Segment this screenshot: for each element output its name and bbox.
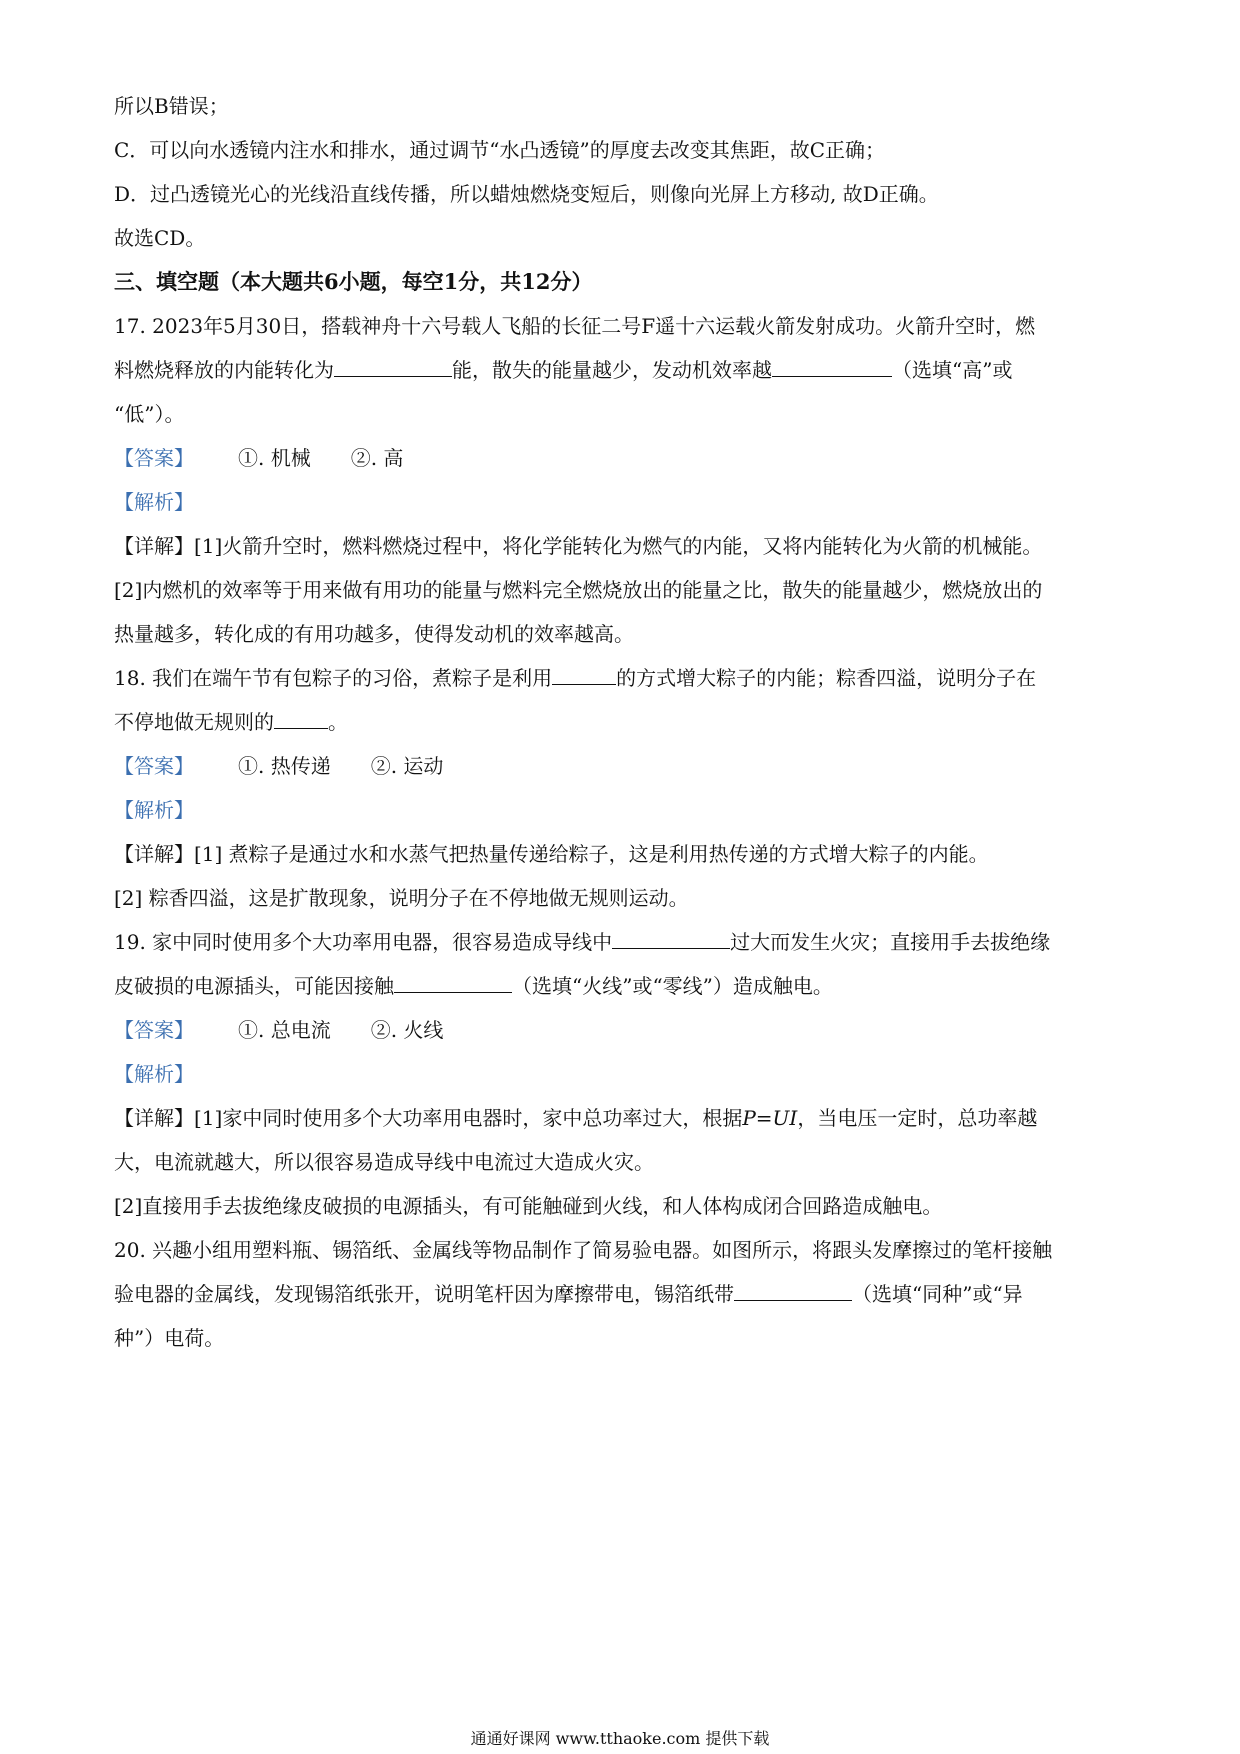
detail-line: 【详解】[1]火箭升空时，燃料燃烧过程中，将化学能转化为燃气的内能，又将内能转化为火箭的机械能。	[114, 534, 1043, 558]
question-18-line-2	[114, 708, 348, 736]
fill-blank	[772, 356, 892, 377]
detail-line: [2]直接用手去拔绝缘皮破损的电源插头，有可能触碰到火线，和人体构成闭合回路造成触电。	[114, 1194, 943, 1218]
text-fragment: 皮破损的电源插头，可能因接触	[114, 974, 394, 998]
question-18-line-1	[114, 664, 1036, 692]
answer-item: ①. 热传递	[238, 754, 331, 778]
question-20-line-3: 种”）电荷。	[114, 1326, 225, 1350]
analysis-label: 【解析】	[114, 490, 194, 514]
text-fragment: （选填“同种”或“异	[852, 1282, 1023, 1306]
text-fragment: 18. 我们在端午节有包粽子的习俗，煮粽子是利用	[114, 666, 553, 690]
analysis-label: 【解析】	[114, 798, 194, 822]
text-line: 故选CD。	[114, 226, 206, 250]
text-fragment: 。	[328, 710, 348, 734]
text-fragment: 的方式增大粽子的内能；粽香四溢，说明分子在	[616, 666, 1037, 690]
text-fragment: 19. 家中同时使用多个大功率用电器，很容易造成导线中	[114, 930, 613, 954]
formula: P=UI	[742, 1106, 798, 1130]
detail-line: 大，电流就越大，所以很容易造成导线中电流过大造成火灾。	[114, 1150, 654, 1174]
text-fragment: 【详解】[1]家中同时使用多个大功率用电器时，家中总功率过大，根据	[114, 1106, 743, 1130]
detail-line: 热量越多，转化成的有用功越多，使得发动机的效率越高。	[114, 622, 634, 646]
answer-item: ②. 火线	[370, 1018, 444, 1042]
fill-blank	[552, 664, 616, 685]
fill-blank	[734, 1280, 852, 1301]
answer-label: 【答案】	[114, 1018, 194, 1042]
section-title: 三、填空题（本大题共6小题，每空1分，共12分）	[114, 269, 593, 294]
text-fragment: （选填“火线”或“零线”）造成触电。	[512, 974, 833, 998]
question-17-line-2	[114, 356, 1012, 384]
answer-label: 【答案】	[114, 754, 194, 778]
detail-line: 【详解】[1] 煮粽子是通过水和水蒸气把热量传递给粽子，这是利用热传递的方式增大粽子的内能。	[114, 842, 989, 866]
text-fragment: ，当电压一定时，总功率越	[797, 1106, 1038, 1130]
text-line: 所以B错误；	[114, 94, 229, 118]
text-fragment: 验电器的金属线，发现锡箔纸张开，说明笔杆因为摩擦带电，锡箔纸带	[114, 1282, 734, 1306]
text-fragment: 料燃烧释放的内能转化为	[114, 358, 334, 382]
detail-line	[114, 1104, 1037, 1132]
answer-row	[114, 752, 443, 780]
detail-line: [2] 粽香四溢，这是扩散现象，说明分子在不停地做无规则运动。	[114, 886, 689, 910]
answer-item: ②. 高	[350, 446, 404, 470]
text-fragment: 能，散失的能量越少，发动机效率越	[452, 358, 772, 382]
answer-row	[114, 1016, 443, 1044]
page-footer: 通通好课网 www.tthaoke.com 提供下载	[470, 1729, 770, 1748]
question-19-line-1	[114, 928, 1050, 956]
answer-item: ①. 机械	[238, 446, 311, 470]
question-19-line-2	[114, 972, 833, 1000]
text-fragment: 不停地做无规则的	[114, 710, 274, 734]
answer-label: 【答案】	[114, 446, 194, 470]
text-fragment: 过大而发生火灾；直接用手去拔绝缘	[730, 930, 1051, 954]
text-line: D．过凸透镜光心的光线沿直线传播，所以蜡烛燃烧变短后，则像向光屏上方移动, 故D正确。	[114, 182, 939, 206]
question-17-line-1: 17. 2023年5月30日，搭载神舟十六号载人飞船的长征二号F遥十六运载火箭发射成功。火箭升空时，燃	[114, 314, 1036, 338]
fill-blank	[394, 972, 512, 993]
detail-line: [2]内燃机的效率等于用来做有用功的能量与燃料完全燃烧放出的能量之比，散失的能量越少，燃烧放出的	[114, 578, 1043, 602]
text-fragment: （选填“高”或	[892, 358, 1013, 382]
question-20-line-1: 20. 兴趣小组用塑料瓶、锡箔纸、金属线等物品制作了简易验电器。如图所示，将跟头发摩擦过的笔杆接触	[114, 1238, 1053, 1262]
fill-blank	[334, 356, 452, 377]
fill-blank	[612, 928, 730, 949]
question-17-line-3: “低”）。	[114, 402, 185, 426]
analysis-label: 【解析】	[114, 1062, 194, 1086]
answer-row	[114, 444, 403, 472]
text-line: C．可以向水透镜内注水和排水，通过调节“水凸透镜”的厚度去改变其焦距，故C正确；	[114, 138, 886, 162]
answer-item: ②. 运动	[370, 754, 444, 778]
question-20-line-2	[114, 1280, 1023, 1308]
fill-blank	[274, 708, 328, 729]
answer-item: ①. 总电流	[238, 1018, 331, 1042]
